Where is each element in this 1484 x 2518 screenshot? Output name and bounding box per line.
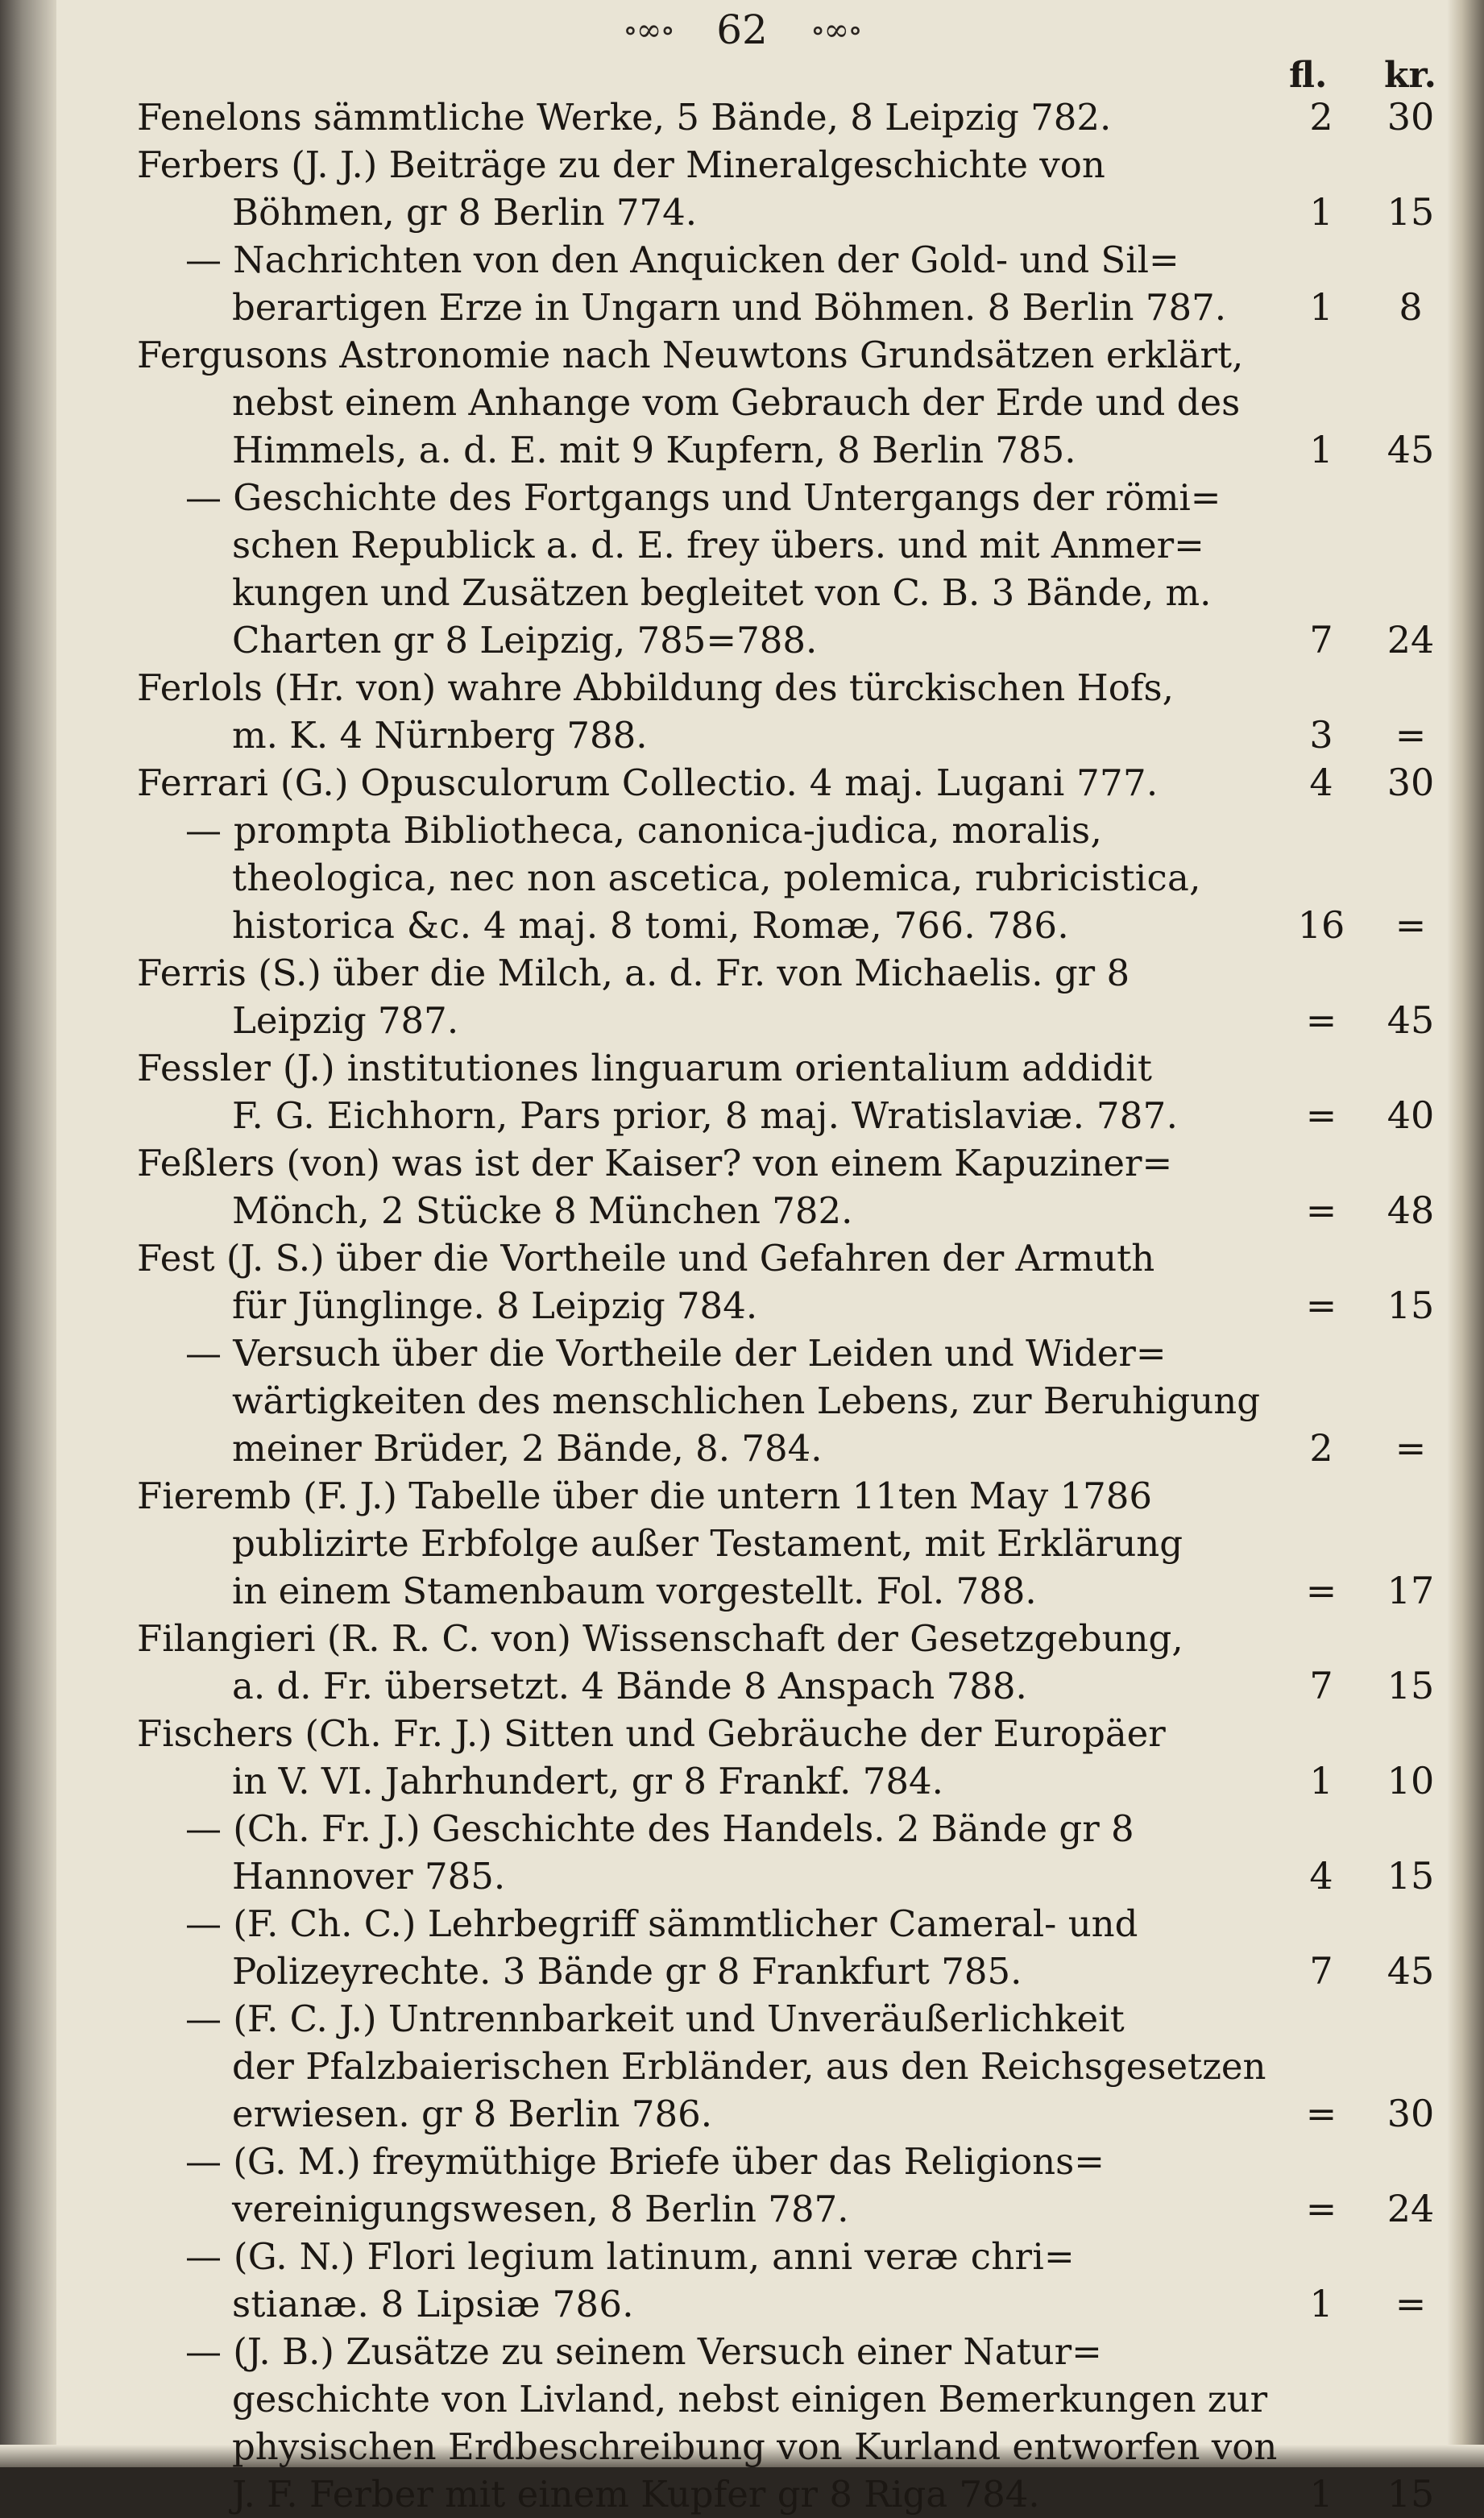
catalogue-entry-ferrari-1 <box>137 759 1435 807</box>
entry-line: — Nachrichten von den Anquicken der Gold- und Sil= <box>185 239 1179 281</box>
entry-line: wärtigkeiten des menschlichen Lebens, zur Beruhigung <box>232 1379 1260 1422</box>
price-florin: 2 <box>1309 1426 1333 1470</box>
price-florin: 3 <box>1309 713 1333 757</box>
price-kreuzer: 15 <box>1387 1664 1435 1707</box>
price-florin: 1 <box>1309 2472 1333 2516</box>
catalogue-entry-fessler <box>137 1044 1435 1139</box>
entry-line: in einem Stamenbaum vorgestellt. Fol. 788. <box>232 1570 1037 1612</box>
catalogue-entry-fessler-2 <box>137 1139 1435 1234</box>
price-kreuzer: 24 <box>1387 618 1435 662</box>
entry-line: Ferlols (Hr. von) wahre Abbildung des türckischen Hofs, <box>137 666 1174 709</box>
entry-line: Charten gr 8 Leipzig, 785=788. <box>232 619 818 662</box>
ornament-left-icon: ∘∞∘ <box>623 12 674 48</box>
price-kreuzer: 15 <box>1387 190 1435 234</box>
catalogue-entry-fest-1 <box>137 1234 1435 1330</box>
price-florin: = <box>1305 1093 1337 1137</box>
page-header <box>0 6 1484 63</box>
price-florin: 1 <box>1309 190 1333 234</box>
catalogue-entry-ferber-1 <box>137 141 1435 236</box>
entry-line: Ferbers (J. J.) Beiträge zu der Mineralgeschichte von <box>137 143 1105 186</box>
entry-line: Böhmen, gr 8 Berlin 774. <box>232 191 698 234</box>
entry-line: — prompta Bibliotheca, canonica-judica, moralis, <box>185 809 1103 852</box>
entry-line: — Versuch über die Vortheile der Leiden und Wider= <box>185 1332 1167 1375</box>
ornament-right-icon: ∘∞∘ <box>810 12 861 48</box>
price-kreuzer: 30 <box>1387 761 1435 804</box>
entry-line: — (G. N.) Flori legium latinum, anni veræ chri= <box>185 2235 1076 2278</box>
entry-line: Hannover 785. <box>232 1855 506 1898</box>
entry-line: vereinigungswesen, 8 Berlin 787. <box>232 2188 849 2230</box>
catalogue-entry-fest-2 <box>137 1330 1427 1472</box>
entry-line: m. K. 4 Nürnberg 788. <box>232 714 648 757</box>
entry-line: Fenelons sämmtliche Werke, 5 Bände, 8 Leipzig 782. <box>137 96 1112 139</box>
entry-line: geschichte von Livland, nebst einigen Bemerkungen zur <box>232 2378 1268 2421</box>
price-kreuzer: 15 <box>1387 2472 1435 2516</box>
entry-line: Fieremb (F. J.) Tabelle über die untern 11ten May 1786 <box>137 1475 1153 1517</box>
entry-line: Leipzig 787. <box>232 999 459 1042</box>
catalogue-entry-fischer-5 <box>137 2138 1435 2233</box>
price-kreuzer: = <box>1395 1426 1427 1470</box>
catalogue-entry-ferber-2 <box>137 236 1423 331</box>
price-florin: 7 <box>1309 1664 1333 1707</box>
catalogue-entry-fenelon <box>137 93 1435 141</box>
entry-line: Polizeyrechte. 3 Bände gr 8 Frankfurt 785. <box>232 1950 1022 1993</box>
catalogue-entry-fischer-4 <box>137 1995 1435 2138</box>
price-florin: 1 <box>1309 428 1333 471</box>
entry-line: Feßlers (von) was ist der Kaiser? von einem Kapuziner= <box>137 1142 1173 1184</box>
price-kreuzer: = <box>1395 713 1427 757</box>
price-florin: = <box>1305 1188 1337 1232</box>
entry-line: stianæ. 8 Lipsiæ 786. <box>232 2283 634 2325</box>
catalogue-entry-fischer-6 <box>137 2233 1427 2328</box>
price-kreuzer: 10 <box>1387 1759 1435 1802</box>
price-florin: 4 <box>1309 761 1333 804</box>
price-kreuzer: 8 <box>1399 285 1423 329</box>
price-florin: 4 <box>1309 1854 1333 1898</box>
price-florin: = <box>1305 1284 1337 1327</box>
price-florin: 16 <box>1297 903 1345 947</box>
column-header-kreuzer: kr. <box>1384 55 1436 96</box>
price-florin: 1 <box>1309 2282 1333 2325</box>
price-kreuzer: 24 <box>1387 2187 1435 2230</box>
entry-line: Himmels, a. d. E. mit 9 Kupfern, 8 Berlin 785. <box>232 429 1076 471</box>
price-florin: = <box>1305 1569 1337 1612</box>
entry-line: historica &c. 4 maj. 8 tomi, Romæ, 766. 786. <box>232 904 1069 947</box>
entry-line: — (F. C. J.) Untrennbarkeit und Unveräußerlichkeit <box>185 1997 1125 2040</box>
entry-line: Mönch, 2 Stücke 8 München 782. <box>232 1189 853 1232</box>
price-kreuzer: 17 <box>1387 1569 1435 1612</box>
catalogue-entry-fischer-3 <box>137 1900 1435 1995</box>
price-kreuzer: 45 <box>1387 428 1435 471</box>
catalogue-entry-fieremb <box>137 1472 1435 1615</box>
entry-line: Fessler (J.) institutiones linguarum orientalium addidit <box>137 1047 1153 1089</box>
entry-line: der Pfalzbaierischen Erbländer, aus den Reichsgesetzen <box>232 2045 1266 2088</box>
entry-line: — (J. B.) Zusätze zu seinem Versuch einer Natur= <box>185 2330 1102 2373</box>
price-kreuzer: = <box>1395 2282 1427 2325</box>
entry-line: Fest (J. S.) über die Vortheile und Gefahren der Armuth <box>137 1237 1155 1280</box>
price-kreuzer: 30 <box>1387 95 1435 139</box>
catalogue-entry-fischer-7 <box>137 2328 1435 2518</box>
price-florin: 7 <box>1309 618 1333 662</box>
price-kreuzer: 48 <box>1387 1188 1435 1232</box>
catalogue-entry-fischer-2 <box>137 1805 1435 1900</box>
catalogue-entry-filangieri <box>137 1615 1435 1710</box>
catalogue-entry-fischer-1 <box>137 1710 1435 1805</box>
price-kreuzer: 15 <box>1387 1854 1435 1898</box>
price-kreuzer: 15 <box>1387 1284 1435 1327</box>
entry-line: schen Republick a. d. E. frey übers. und mit Anmer= <box>232 524 1204 566</box>
entry-line: publizirte Erbfolge außer Testament, mit Erklärung <box>232 1522 1183 1565</box>
entry-line: berartigen Erze in Ungarn und Böhmen. 8 Berlin 787. <box>232 286 1227 329</box>
entry-line: für Jünglinge. 8 Leipzig 784. <box>232 1284 758 1327</box>
price-kreuzer: 40 <box>1387 1093 1435 1137</box>
price-florin: = <box>1305 2187 1337 2230</box>
catalogue-entry-ferguson-2 <box>137 474 1435 664</box>
entry-line: F. G. Eichhorn, Pars prior, 8 maj. Wratislaviæ. 787. <box>232 1094 1179 1137</box>
entry-line: — (G. M.) freymüthige Briefe über das Religions= <box>185 2140 1105 2183</box>
catalogue-entry-ferguson-1 <box>137 331 1435 474</box>
entry-line: — Geschichte des Fortgangs und Untergangs der römi= <box>185 476 1221 519</box>
price-kreuzer: 45 <box>1387 998 1435 1042</box>
price-kreuzer: 45 <box>1387 1949 1435 1993</box>
price-florin: = <box>1305 2092 1337 2135</box>
catalogue-entry-ferrari-2 <box>137 807 1427 949</box>
entry-line: physischen Erdbeschreibung von Kurland entworfen von <box>232 2425 1278 2468</box>
price-kreuzer: 30 <box>1387 2092 1435 2135</box>
entry-line: kungen und Zusätzen begleitet von C. B. 3 Bände, m. <box>232 571 1212 614</box>
price-florin: 7 <box>1309 1949 1333 1993</box>
entry-line: in V. VI. Jahrhundert, gr 8 Frankf. 784. <box>232 1760 943 1802</box>
entry-line: Filangieri (R. R. C. von) Wissenschaft der Gesetzgebung, <box>137 1617 1183 1660</box>
entry-line: meiner Brüder, 2 Bände, 8. 784. <box>232 1427 823 1470</box>
page-edge-shadow <box>1447 0 1484 2467</box>
entry-line: a. d. Fr. übersetzt. 4 Bände 8 Anspach 788. <box>232 1665 1027 1707</box>
catalogue-entry-ferlol <box>137 664 1427 759</box>
entry-line: — (Ch. Fr. J.) Geschichte des Handels. 2 Bände gr 8 <box>185 1807 1134 1850</box>
page-gutter-shadow <box>0 0 56 2467</box>
catalogue-entry-ferris <box>137 949 1435 1044</box>
entry-line: — (F. Ch. C.) Lehrbegriff sämmtlicher Cameral- und <box>185 1902 1138 1945</box>
price-florin: 2 <box>1309 95 1333 139</box>
entry-line: Fergusons Astronomie nach Neuwtons Grundsätzen erklärt, <box>137 334 1244 376</box>
entry-line: erwiesen. gr 8 Berlin 786. <box>232 2093 713 2135</box>
price-florin: 1 <box>1309 1759 1333 1802</box>
entry-line: theologica, nec non ascetica, polemica, rubricistica, <box>232 857 1201 899</box>
price-kreuzer: = <box>1395 903 1427 947</box>
entry-line: Fischers (Ch. Fr. J.) Sitten und Gebräuche der Europäer <box>137 1712 1166 1755</box>
entry-line: nebst einem Anhange vom Gebrauch der Erde und des <box>232 381 1241 424</box>
price-florin: 1 <box>1309 285 1333 329</box>
entry-line: Ferrari (G.) Opusculorum Collectio. 4 maj. Lugani 777. <box>137 761 1159 804</box>
entry-line: J. F. Ferber mit einem Kupfer gr 8 Riga 784. <box>232 2473 1040 2516</box>
column-header-florin: fl. <box>1289 55 1328 96</box>
price-florin: = <box>1305 998 1337 1042</box>
page-number: 62 <box>716 6 768 53</box>
catalogue-entries <box>137 93 1435 2518</box>
entry-line: Ferris (S.) über die Milch, a. d. Fr. von Michaelis. gr 8 <box>137 952 1130 994</box>
